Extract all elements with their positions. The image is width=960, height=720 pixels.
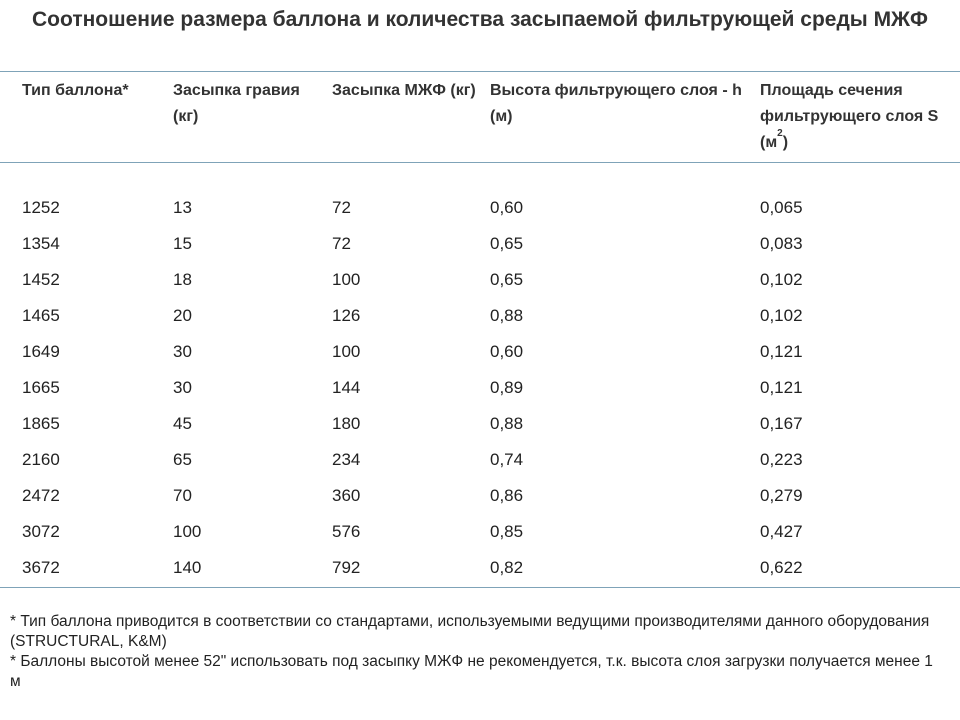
table-row bbox=[0, 442, 960, 478]
cell-mzhf-fill: 180 bbox=[332, 414, 361, 433]
header-cylinder-type: Тип баллона* bbox=[22, 82, 129, 99]
footnote-height-recommendation: * Баллоны высотой менее 52" использовать под засыпку МЖФ не рекомендуется, т.к. высота слоя загрузки получается менее 1 м bbox=[10, 653, 933, 690]
cell-gravel-fill: 140 bbox=[173, 558, 202, 577]
cell-mzhf-fill: 144 bbox=[332, 378, 361, 397]
header-cross-section-area-text: Площадь сечения фильтрующего слоя S (м bbox=[760, 82, 939, 151]
cell-layer-height: 0,88 bbox=[490, 414, 524, 433]
header-mzhf-fill: Засыпка МЖФ (кг) bbox=[332, 82, 476, 99]
header-gravel-fill: Засыпка гравия (кг) bbox=[173, 82, 300, 125]
cell-gravel-fill: 100 bbox=[173, 522, 202, 541]
cell-cylinder-type: 1452 bbox=[22, 270, 60, 289]
cell-mzhf-fill: 100 bbox=[332, 270, 361, 289]
cell-gravel-fill: 65 bbox=[173, 450, 192, 469]
cell-gravel-fill: 15 bbox=[173, 234, 192, 253]
cell-layer-height: 0,89 bbox=[490, 378, 524, 397]
table-row bbox=[0, 370, 960, 406]
table-row bbox=[0, 514, 960, 550]
cell-layer-height: 0,60 bbox=[490, 198, 524, 217]
cell-layer-height: 0,85 bbox=[490, 522, 524, 541]
cell-gravel-fill: 13 bbox=[173, 198, 192, 217]
cell-cross-section-area: 0,102 bbox=[760, 306, 803, 325]
cell-mzhf-fill: 72 bbox=[332, 198, 351, 217]
cell-cylinder-type: 1465 bbox=[22, 306, 60, 325]
cell-cylinder-type: 1865 bbox=[22, 414, 60, 433]
cell-cross-section-area: 0,065 bbox=[760, 198, 803, 217]
cell-gravel-fill: 30 bbox=[173, 378, 192, 397]
cell-cross-section-area: 0,167 bbox=[760, 414, 803, 433]
footnote-cylinder-standard: * Тип баллона приводится в соответствии со стандартами, используемыми ведущими производителями данного оборудования (STRUCTURAL, K&M) bbox=[10, 613, 930, 650]
cell-mzhf-fill: 126 bbox=[332, 306, 361, 325]
cell-mzhf-fill: 72 bbox=[332, 234, 351, 253]
cell-gravel-fill: 70 bbox=[173, 486, 192, 505]
cell-cylinder-type: 1354 bbox=[22, 234, 60, 253]
cell-layer-height: 0,88 bbox=[490, 306, 524, 325]
cell-layer-height: 0,65 bbox=[490, 234, 524, 253]
cell-gravel-fill: 20 bbox=[173, 306, 192, 325]
cell-layer-height: 0,65 bbox=[490, 270, 524, 289]
cell-cylinder-type: 3672 bbox=[22, 558, 60, 577]
table-row bbox=[0, 190, 960, 226]
cell-gravel-fill: 30 bbox=[173, 342, 192, 361]
cell-layer-height: 0,60 bbox=[490, 342, 524, 361]
table-row bbox=[0, 334, 960, 370]
cell-cross-section-area: 0,622 bbox=[760, 558, 803, 577]
table-row bbox=[0, 406, 960, 442]
cell-cylinder-type: 3072 bbox=[22, 522, 60, 541]
table-row bbox=[0, 478, 960, 514]
cell-layer-height: 0,82 bbox=[490, 558, 524, 577]
cell-cylinder-type: 1665 bbox=[22, 378, 60, 397]
cell-layer-height: 0,74 bbox=[490, 450, 524, 469]
page-title: Соотношение размера баллона и количества засыпаемой фильтрующей среды МЖФ bbox=[32, 8, 928, 31]
table-row bbox=[0, 550, 960, 586]
cell-mzhf-fill: 576 bbox=[332, 522, 361, 541]
cell-layer-height: 0,86 bbox=[490, 486, 524, 505]
table-header-rule bbox=[0, 162, 960, 163]
cell-gravel-fill: 45 bbox=[173, 414, 192, 433]
cell-cross-section-area: 0,102 bbox=[760, 270, 803, 289]
cell-cross-section-area: 0,279 bbox=[760, 486, 803, 505]
table-row bbox=[0, 226, 960, 262]
cell-mzhf-fill: 234 bbox=[332, 450, 361, 469]
cell-cylinder-type: 2160 bbox=[22, 450, 60, 469]
cell-cross-section-area: 0,427 bbox=[760, 522, 803, 541]
header-area-close-paren: ) bbox=[782, 134, 789, 151]
cell-mzhf-fill: 360 bbox=[332, 486, 361, 505]
table-bottom-rule bbox=[0, 587, 960, 588]
table-top-rule bbox=[0, 71, 960, 72]
cell-cross-section-area: 0,121 bbox=[760, 378, 803, 397]
footnotes bbox=[10, 612, 940, 692]
table-body bbox=[0, 190, 960, 586]
cell-cross-section-area: 0,083 bbox=[760, 234, 803, 253]
table-header-row bbox=[0, 78, 960, 158]
cell-cylinder-type: 1252 bbox=[22, 198, 60, 217]
cell-gravel-fill: 18 bbox=[173, 270, 192, 289]
cell-mzhf-fill: 792 bbox=[332, 558, 361, 577]
header-cross-section-area bbox=[760, 78, 950, 158]
cell-cylinder-type: 1649 bbox=[22, 342, 60, 361]
table-row bbox=[0, 262, 960, 298]
header-layer-height: Высота фильтрующего слоя - h (м) bbox=[490, 82, 742, 125]
cell-cylinder-type: 2472 bbox=[22, 486, 60, 505]
header-area-exponent: 2 bbox=[777, 128, 783, 139]
table-row bbox=[0, 298, 960, 334]
cell-cross-section-area: 0,223 bbox=[760, 450, 803, 469]
cell-mzhf-fill: 100 bbox=[332, 342, 361, 361]
cell-cross-section-area: 0,121 bbox=[760, 342, 803, 361]
